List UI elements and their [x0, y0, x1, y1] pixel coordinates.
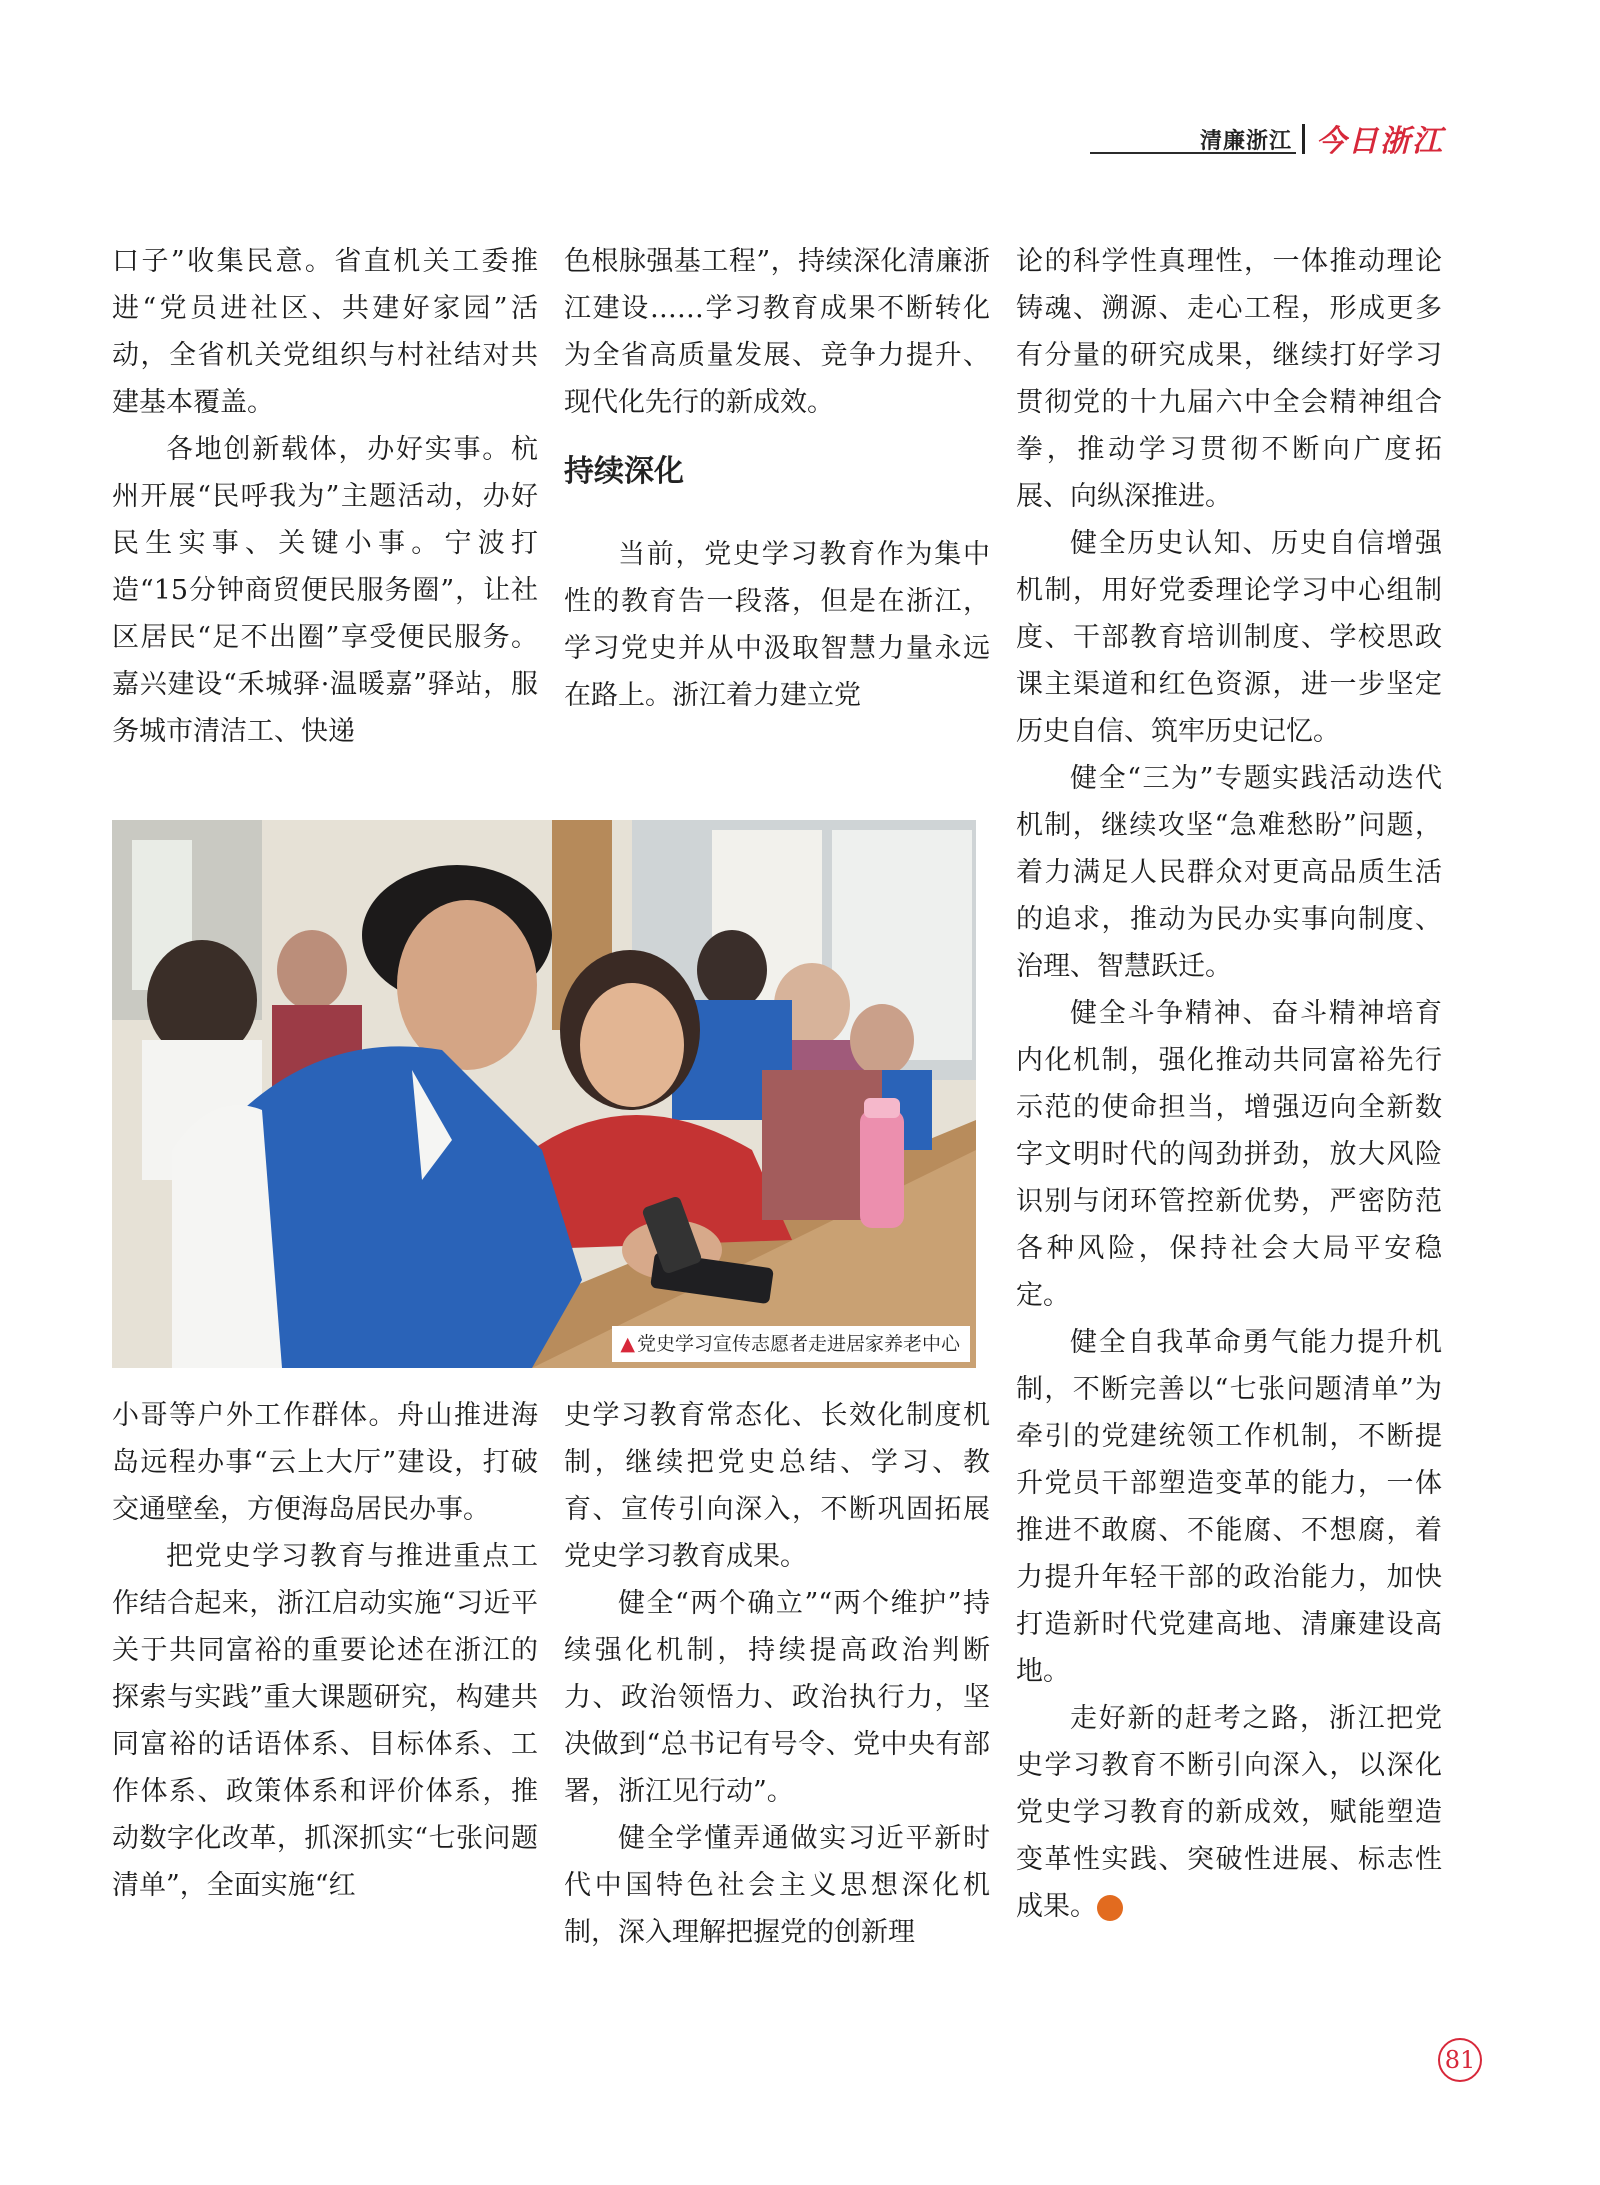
paragraph: 健全“三为”专题实践活动迭代机制，继续攻坚“急难愁盼”问题，着力满足人民群众对更高品质生活的追求，推动为民办实事向制度、治理、智慧跃迁。 [1016, 763, 1442, 982]
paragraph: 论的科学性真理性，一体推动理论铸魂、溯源、走心工程，形成更多有分量的研究成果，继续打好学习贯彻党的十九届六中全会精神组合拳，推动学习贯彻不断向广度拓展、向纵深推进。 [1016, 246, 1442, 512]
paragraph: 健全学懂弄通做实习近平新时代中国特色社会主义思想深化机制，深入理解把握党的创新理 [564, 1823, 990, 1948]
triangle-marker-icon: ▲ [620, 1333, 635, 1355]
photo-caption-text: 党史学习宣传志愿者走进居家养老中心 [636, 1333, 960, 1355]
article-photo [112, 820, 976, 1368]
header-separator [1302, 124, 1305, 154]
section-heading: 持续深化 [564, 454, 684, 489]
section-title: 清廉浙江 [1200, 129, 1293, 154]
column-1-top [112, 238, 538, 755]
paragraph: 口子”收集民意。省直机关工委推进“党员进社区、共建好家园”活动，全省机关党组织与村社结对共建基本覆盖。 [112, 246, 538, 418]
final-paragraph-text: 走好新的赶考之路，浙江把党史学习教育不断引向深入，以深化党史学习教育的新成效，赋能塑造变革性实践、突破性进展、标志性成果。 [1016, 1703, 1442, 1922]
column-2-bottom [564, 1392, 990, 1956]
paragraph: 各地创新载体，办好实事。杭州开展“民呼我为”主题活动，办好民生实事、关键小事。宁波打造“15分钟商贸便民服务圈”，让社区居民“足不出圈”享受便民服务。嘉兴建设“禾城驿·温暖嘉”驿站，服务城市清洁工、快递 [112, 434, 538, 747]
column-3 [1016, 238, 1442, 1930]
paragraph: 史学习教育常态化、长效化制度机制，继续把党史总结、学习、教育、宣传引向深入，不断巩固拓展党史学习教育成果。 [564, 1400, 990, 1572]
end-mark-icon: 今 [1097, 1895, 1123, 1921]
column-2-top [564, 238, 990, 719]
paragraph: 健全“两个确立”“两个维护”持续强化机制，持续提高政治判断力、政治领悟力、政治执行力，坚决做到“总书记有号令、党中央有部署，浙江见行动”。 [564, 1588, 990, 1807]
page-number: 81 [1438, 2038, 1482, 2082]
paragraph: 健全历史认知、历史自信增强机制，用好党委理论学习中心组制度、干部教育培训制度、学校思政课主渠道和红色资源，进一步坚定历史自信、筑牢历史记忆。 [1016, 528, 1442, 747]
paragraph: 健全自我革命勇气能力提升机制，不断完善以“七张问题清单”为牵引的党建统领工作机制，不断提升党员干部塑造变革的能力，一体推进不敢腐、不能腐、不想腐，着力提升年轻干部的政治能力，加快打造新时代党建高地、清廉建设高地。 [1016, 1327, 1442, 1687]
column-1-bottom [112, 1392, 538, 1909]
photo-illustration [112, 820, 976, 1368]
photo-caption [612, 1326, 970, 1362]
paragraph: 当前，党史学习教育作为集中性的教育告一段落，但是在浙江，学习党史并从中汲取智慧力量永远在路上。浙江着力建立党 [564, 539, 990, 711]
paragraph: 健全斗争精神、奋斗精神培育内化机制，强化推动共同富裕先行示范的使命担当，增强迈向全新数字文明时代的闯劲拼劲，放大风险识别与闭环管控新优势，严密防范各种风险，保持社会大局平安稳定。 [1016, 998, 1442, 1311]
paragraph [1016, 1695, 1442, 1930]
magazine-logo: 今日浙江 [1316, 124, 1444, 159]
paragraph: 色根脉强基工程”，持续深化清廉浙江建设……学习教育成果不断转化为全省高质量发展、竞争力提升、现代化先行的新成效。 [564, 246, 990, 418]
paragraph: 把党史学习教育与推进重点工作结合起来，浙江启动实施“习近平关于共同富裕的重要论述在浙江的探索与实践”重大课题研究，构建共同富裕的话语体系、目标体系、工作体系、政策体系和评价体系，推动数字化改革，抓深抓实“七张问题清单”，全面实施“红 [112, 1541, 538, 1901]
paragraph: 小哥等户外工作群体。舟山推进海岛远程办事“云上大厅”建设，打破交通壁垒，方便海岛居民办事。 [112, 1400, 538, 1525]
